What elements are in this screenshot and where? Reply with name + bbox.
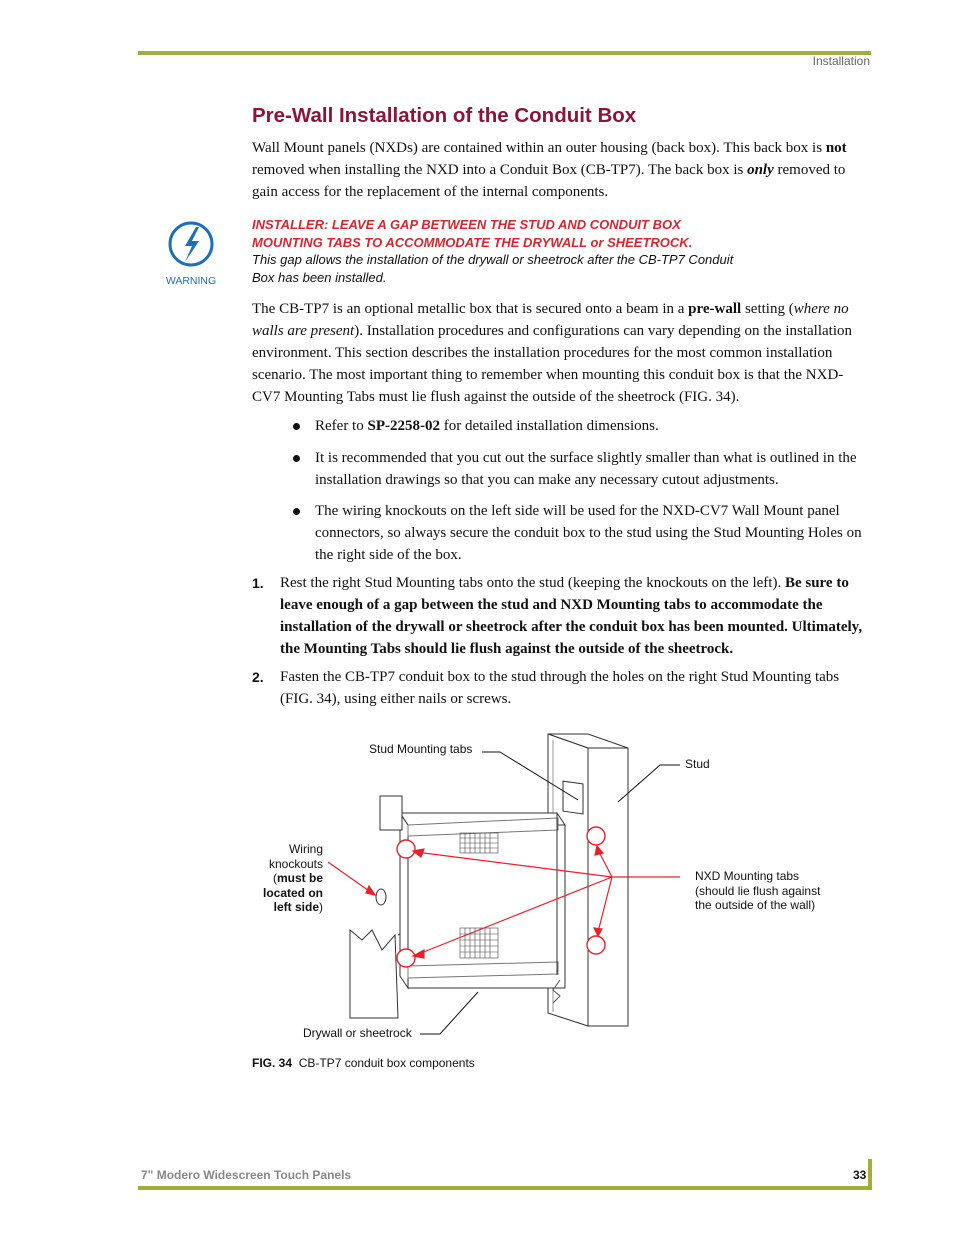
- intro-paragraph: Wall Mount panels (NXDs) are contained within an outer housing (back box). This back box is not removed when installing the NXD into a Conduit Box (CB-TP7). The back box is only removed to gain access for the replacement of the internal components.: [252, 140, 847, 200]
- list-item: Refer to SP-2258-02 for detailed installation dimensions.: [290, 415, 866, 437]
- step-text: Rest the right Stud Mounting tabs onto the stud (keeping the knockouts on the left). Be sure to leave enough of a gap between the stud and NXD Mounting tabs to accommodate the installation of the drywall or sheetrock after the conduit box has been mounted. Ultimately, the Mounting Tabs should lie flush against the outside of the sheetrock.: [280, 575, 863, 657]
- caption-text: CB-TP7 conduit box components: [298, 1056, 475, 1070]
- footer-rule: [138, 1186, 871, 1190]
- label-wiring-knockouts: [250, 842, 323, 915]
- label-line: NXD Mounting tabs: [695, 869, 800, 883]
- label-drywall: Drywall or sheetrock: [303, 1026, 412, 1040]
- page-title: Pre-Wall Installation of the Conduit Box: [252, 104, 637, 127]
- warning-note: [252, 216, 792, 286]
- label-stud-mounting-tabs: Stud Mounting tabs: [369, 742, 473, 756]
- warning-line: Box has been installed.: [252, 269, 387, 285]
- label-stud: Stud: [685, 757, 710, 771]
- label-line: Wiring: [288, 842, 323, 856]
- label-line: knockouts: [268, 856, 323, 871]
- step-number: 1.: [252, 575, 264, 591]
- footer-title: 7" Modero Widescreen Touch Panels: [141, 1168, 352, 1182]
- page-number: 33: [853, 1168, 867, 1182]
- warning-line: INSTALLER: LEAVE A GAP BETWEEN THE STUD AND CONDUIT BOX: [252, 217, 681, 232]
- label-line: left side): [273, 900, 323, 914]
- list-item: It is recommended that you cut out the surface slightly smaller than what is outlined in the installation drawings so that you can make any necessary cutout adjustments.: [290, 447, 866, 491]
- step-1: [252, 572, 868, 660]
- step-2: [252, 666, 868, 710]
- header-rule: [138, 51, 871, 55]
- label-nxd-mounting-tabs: [695, 869, 820, 913]
- label-line: (must be: [272, 871, 323, 885]
- conduit-paragraph: The CB-TP7 is an optional metallic box that is secured onto a beam in a pre-wall setting (where no walls are present). Installation procedures and configurations can vary depending on the installation environment. This section describes the installation procedures for the most common installation scenario. The most important thing to remember when mounting this conduit box is that the NXD-CV7 Mounting Tabs must lie flush against the outside of the sheetrock (FIG. 34).: [252, 301, 852, 405]
- list-item: The wiring knockouts on the left side will be used for the NXD-CV7 Wall Mount panel connectors, so always secure the conduit box to the stud using the Stud Mounting Holes on the right side of the box.: [290, 500, 866, 566]
- bullet-list: [290, 415, 866, 576]
- step-text: Fasten the CB-TP7 conduit box to the stud through the holes on the right Stud Mounting tabs (FIG. 34), using either nails or screws.: [280, 669, 840, 707]
- warning-line: MOUNTING TABS TO ACCOMMODATE THE DRYWALL or SHEETROCK.: [252, 234, 693, 250]
- warning-icon: [163, 218, 219, 288]
- label-line: the outside of the wall): [695, 898, 816, 912]
- label-line: (should lie flush against: [695, 883, 821, 898]
- section-header: Installation: [812, 54, 870, 68]
- label-line: located on: [262, 885, 323, 900]
- warning-line: This gap allows the installation of the drywall or sheetrock after the CB-TP7 Conduit: [252, 252, 734, 267]
- step-number: 2.: [252, 669, 264, 685]
- warning-icon-label: WARNING: [165, 275, 217, 287]
- caption-number: FIG. 34: [252, 1056, 293, 1070]
- figure-caption: [252, 1056, 475, 1070]
